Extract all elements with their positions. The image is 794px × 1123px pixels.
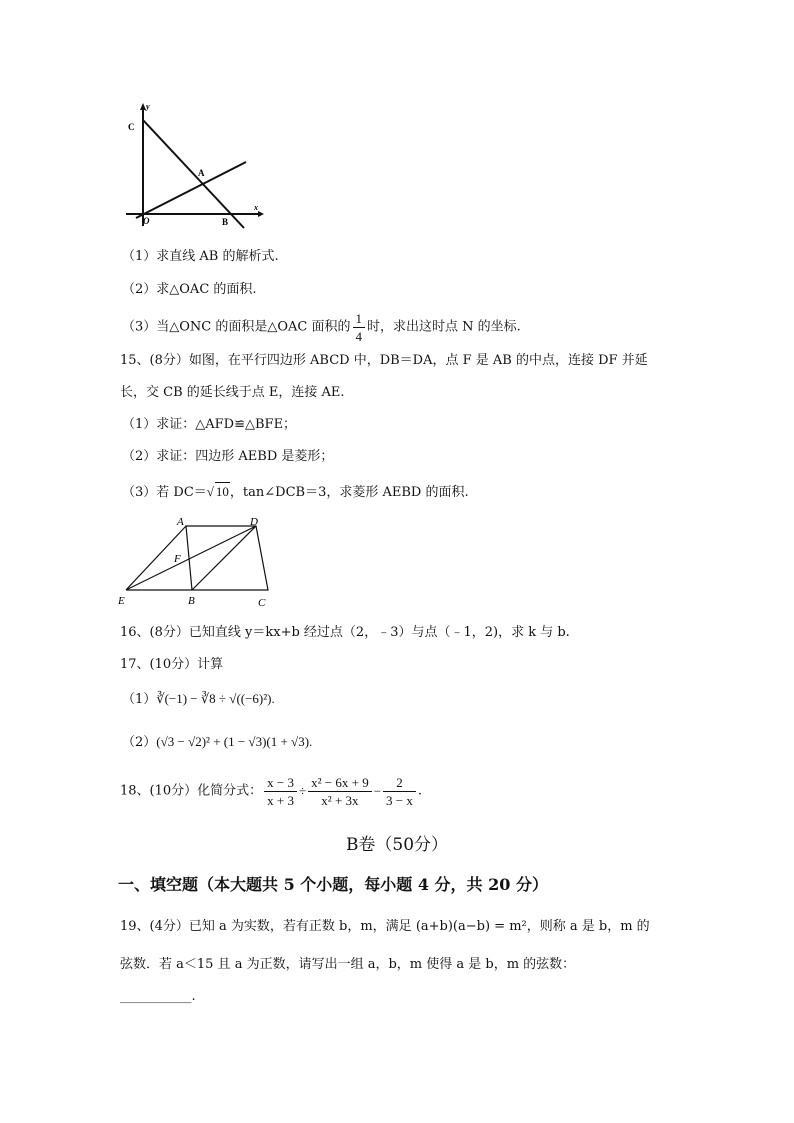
q14-part-3 <box>122 310 521 345</box>
label-b: B <box>222 217 229 227</box>
q15-part-1: （1）求证：△AFD≌△BFE； <box>122 417 297 432</box>
label-f2: F <box>174 553 181 565</box>
q15-part-3: （3）若 DC＝√ 10，tan∠DCB＝3，求菱形 AEBD 的面积. <box>122 484 469 500</box>
q17-part-1: （1）∛(−1) − ∛8 ÷ √((−6)²). <box>122 691 275 707</box>
section-b-title: B卷（50分） <box>345 835 449 855</box>
label-b2: B <box>188 595 195 607</box>
parallelogram-abcd <box>186 526 268 590</box>
label-y: y <box>146 102 150 111</box>
q18-fraction-3: $\frac{2}{3 - x}$ <box>383 774 416 809</box>
label-a2: A <box>177 516 184 528</box>
q16-text: 16、(8分）已知直线 y＝kx+b 经过点（2，﹣3）与点（﹣1，2)，求 k 与 b. <box>120 625 570 640</box>
label-d2: D <box>250 516 258 528</box>
q18-pre: 18、(10分）化简分式： <box>120 783 263 799</box>
q19-line-2: 弦数．若 a＜15 且 a 为正数，请写出一组 a，b，m 使得 a 是 b，m 的弦数： <box>120 957 576 972</box>
q18-fraction-1: $\frac{x - 3}{x + 3}$ <box>264 774 297 809</box>
q14-part-3-pre: （3）当△ONC 的面积是△OAC 面积的 <box>122 319 351 335</box>
q17-head: 17、(10分）计算 <box>120 657 224 672</box>
parallelogram-figure <box>112 514 284 610</box>
q19-line-1: 19、(4分）已知 a 为实数，若有正数 b，m，满足 (a+b)(a−b) = m²，则称 a 是 b，m 的 <box>120 919 650 934</box>
segment-db <box>192 526 256 590</box>
q15-stem-line-1: 15、(8分）如图，在平行四边形 ABCD 中，DB＝DA，点 F 是 AB 的中点，连接 DF 并延 <box>120 353 648 368</box>
q14-part-1: （1）求直线 AB 的解析式. <box>122 249 279 264</box>
label-x: x <box>254 203 258 212</box>
q18-fraction-2: $\frac{\text{x² − 6x + 9}}{\text{x² + 3x}}$ <box>308 774 372 809</box>
label-o: O <box>143 216 150 226</box>
label-e2: E <box>118 595 125 607</box>
label-c: C <box>128 122 135 132</box>
q17-expr-1: ∛(−1) − ∛8 ÷ √((−6)²). <box>156 691 275 706</box>
section-fill-blank-title: 一、填空题（本大题共 5 个小题，每小题 4 分，共 20 分） <box>118 875 548 894</box>
x-axis-arrow <box>258 211 264 217</box>
sqrt-10: 10 <box>215 484 229 499</box>
q14-part-2: （2）求△OAC 的面积. <box>122 282 257 297</box>
line-cb <box>143 120 244 228</box>
q15-stem-line-2: 长，交 CB 的延长线于点 E，连接 AE. <box>120 385 345 400</box>
quarter-fraction: $\frac{1}{4}$ <box>353 310 366 345</box>
q18: 18、(10分）化简分式： $\frac{x - 3}{x + 3}$ ÷ $\frac{\text{x² − 6x + 9}}{\text{x² + 3x}}$ − $\frac{2}{3 - x}$ . <box>120 775 423 808</box>
q19-answer-blank[interactable]: ___________. <box>120 989 196 1004</box>
label-c2: C <box>258 597 266 609</box>
q15-part-2: （2）求证：四边形 AEBD 是菱形； <box>122 449 334 464</box>
q17-part-2: （2）(√3 − √2)² + (1 − √3)(1 + √3). <box>122 734 313 750</box>
q17-expr-2: (√3 − √2)² + (1 − √3)(1 + √3). <box>156 734 313 749</box>
label-a: A <box>198 168 205 178</box>
q14-part-3-post: 时，求出这时点 N 的坐标. <box>367 319 521 335</box>
coordinate-figure <box>118 100 268 232</box>
